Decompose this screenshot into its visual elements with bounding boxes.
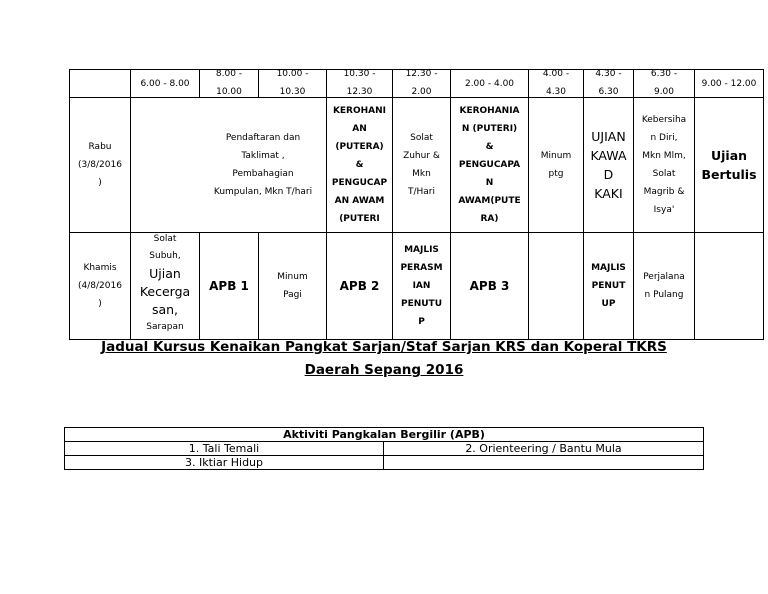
text-solat-subuh: Solat Subuh, (149, 234, 181, 261)
day-rabu: Rabu (3/8/2016 ) (78, 142, 122, 188)
apb-heading: Aktiviti Pangkalan Bergilir (APB) (283, 427, 485, 441)
header-col-630-9: 6.30 - 9.00 (650, 69, 678, 97)
text-sarapan: Sarapan (146, 322, 184, 332)
apb-item-2: 2. Orienteering / Bantu Mula (465, 441, 622, 455)
cell-minum-ptg: Minum ptg (540, 151, 572, 179)
header-col-6-8: 6.00 - 8.00 (140, 78, 190, 89)
cell-solat-zuhur: Solat Zuhur & Mkn T/Hari (403, 133, 440, 197)
text-ujian-kecergasan: Ujian Kecerga san, (139, 266, 191, 317)
header-col-8-10: 8.00 - 10.00 (215, 69, 243, 97)
cell-apb1: APB 1 (209, 279, 249, 293)
apb-item-1: 1. Tali Temali (188, 441, 260, 455)
page-title-line1: Jadual Kursus Kenaikan Pangkat Sarjan/Staf Sarjan KRS dan Koperal TKRS (101, 339, 667, 355)
cell-apb2: APB 2 (339, 279, 380, 293)
header-col-430-630: 4.30 - 6.30 (595, 69, 622, 97)
cell-ujian-kawad: UJIAN KAWA D KAKI (590, 129, 627, 201)
header-col-10-1030: 10.00 - 10.30 (276, 69, 309, 97)
cell-subuh-kecergasan (131, 231, 199, 339)
cell-pendaftaran: Pendaftaran dan Taklimat , Pembahagian Kumpulan, Mkn T/hari (213, 133, 313, 197)
day-khamis: Khamis (4/8/2016 ) (78, 263, 122, 309)
cell-kerohanian-putera: KEROHANI AN (PUTERA) & PENGUCAP AN AWAM (PUTERI (331, 106, 388, 224)
header-col-2-4: 2.00 - 4.00 (464, 78, 515, 89)
header-col-1230-2: 12.30 - 2.00 (405, 69, 438, 97)
apb-item-3: 3. Iktiar Hidup (185, 455, 263, 469)
cell-kebersihan: Kebersiha n Diri, Mkn Mlm, Solat Magrib & Isya' (641, 115, 687, 215)
page-title-line2: Daerah Sepang 2016 (304, 362, 464, 378)
header-col-1030-1230: 10.30 - 12.30 (343, 69, 376, 97)
cell-perjalanan: Perjalana n Pulang (643, 272, 685, 300)
header-col-4-430: 4.00 - 4.30 (542, 69, 570, 97)
header-col-9-12: 9.00 - 12.00 (701, 78, 757, 89)
cell-majlis-penutup: MAJLIS PENUT UP (591, 263, 626, 309)
cell-ujian-bertulis: Ujian Bertulis (701, 148, 757, 182)
cell-majlis-perasmian: MAJLIS PERASM IAN PENUTU P (400, 245, 443, 327)
cell-minum-pagi: Minum Pagi (277, 272, 308, 300)
cell-apb3: APB 3 (469, 279, 510, 293)
cell-kerohanian-puteri: KEROHANIA N (PUTERI) & PENGUCAPA N AWAM(PUTE RA) (458, 106, 521, 224)
